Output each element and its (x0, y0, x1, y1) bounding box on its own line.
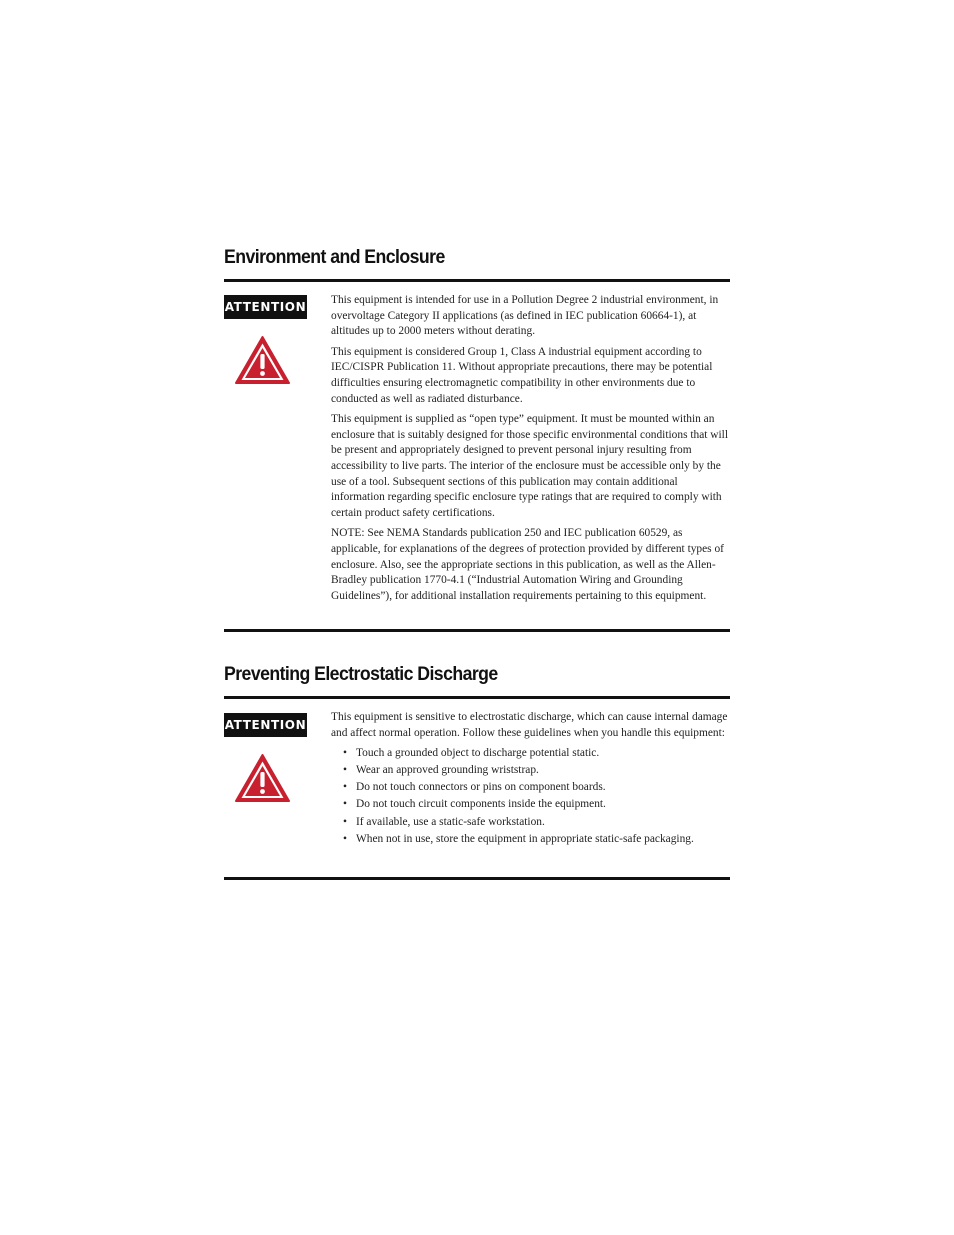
list-item (343, 832, 731, 848)
section-bottom-rule (224, 629, 730, 632)
section-top-rule (224, 696, 730, 699)
warning-triangle-icon (234, 753, 291, 803)
list-item (343, 746, 731, 762)
attention-body-text (331, 710, 731, 849)
list-item (343, 815, 731, 831)
bullet: • (343, 781, 347, 794)
list-item-text: Do not touch circuit components inside the equipment. (356, 798, 606, 811)
list-item-text: When not in use, store the equipment in appropriate static-safe packaging. (356, 832, 694, 845)
warning-triangle-icon (234, 335, 291, 385)
section-title: Preventing Electrostatic Discharge (224, 664, 498, 685)
bullet: • (343, 747, 347, 760)
paragraph: This equipment is intended for use in a Pollution Degree 2 industrial environment, in overvoltage Category II applications (as defined in IEC publication 60664-1), at altitudes up to 2000 meters without derating. (331, 294, 719, 338)
list-item-text: Touch a grounded object to discharge potential static. (356, 747, 600, 760)
section-environment-enclosure (224, 247, 730, 602)
bullet: • (343, 764, 347, 777)
bullet: • (343, 798, 347, 811)
paragraph: This equipment is supplied as “open type” equipment. It must be mounted within an enclosure that is suitably designed for those specific environmental conditions that will be present and appropriately designed to prevent personal injury resulting from accessibility to live parts. The interior of the enclosure must be accessible only by the use of a tool. Subsequent sections of this publication may contain additional information regarding specific enclosure type ratings that are required to comply with certain product safety certifications. (331, 413, 728, 519)
list-item (343, 763, 731, 779)
list-item-text: If available, use a static-safe workstation. (356, 815, 545, 828)
section-electrostatic-discharge (224, 664, 730, 845)
bullet: • (343, 815, 347, 828)
section-bottom-rule (224, 877, 730, 880)
section-top-rule (224, 279, 730, 282)
attention-body-text (331, 293, 731, 609)
list-item-text: Wear an approved grounding wriststrap. (356, 764, 539, 777)
attention-label: ATTENTION (224, 713, 307, 737)
guideline-list (331, 746, 731, 847)
list-item (343, 780, 731, 796)
section-title: Environment and Enclosure (224, 247, 445, 268)
list-item-text: Do not touch connectors or pins on component boards. (356, 781, 606, 794)
bullet: • (343, 832, 347, 845)
list-item (343, 797, 731, 813)
paragraph: This equipment is sensitive to electrostatic discharge, which can cause internal damage and affect normal operation. Follow these guidelines when you handle this equipment: (331, 711, 728, 739)
paragraph: NOTE: See NEMA Standards publication 250 and IEC publication 60529, as applicable, for explanations of the degrees of protection provided by different types of enclosure. Also, see the appropriate sections in this publication, as well as the Allen-Bradley publication 1770-4.1 (“Industrial Automation Wiring and Grounding Guidelines”), for additional installation requirements pertaining to this equipment. (331, 527, 724, 602)
paragraph: This equipment is considered Group 1, Class A industrial equipment according to IEC/CISPR Publication 11. Without appropriate precautions, there may be potential difficulties ensuring electromagnetic compatibility in other environments due to conducted as well as radiated disturbance. (331, 345, 713, 405)
attention-label: ATTENTION (224, 295, 307, 319)
